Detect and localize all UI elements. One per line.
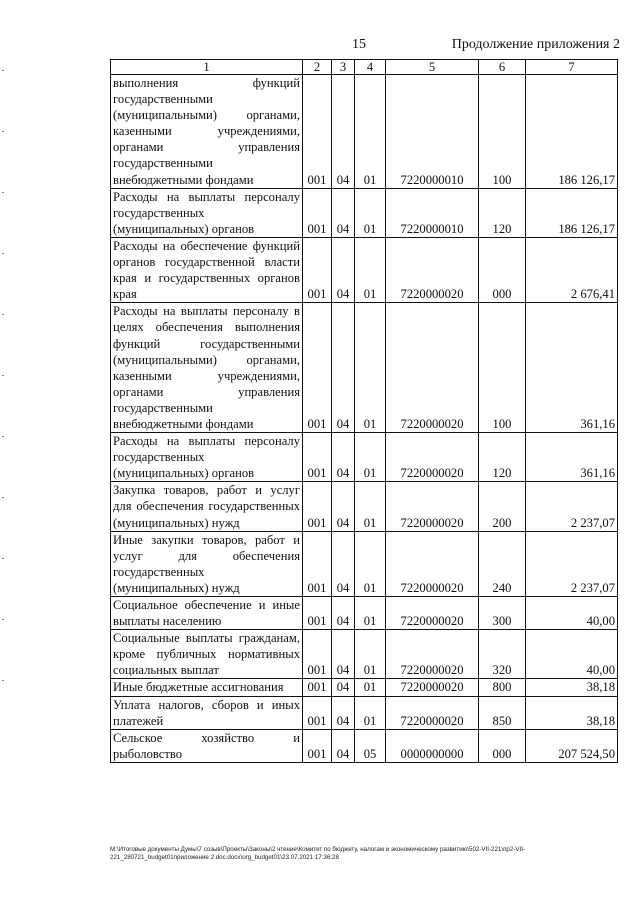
section-code: 04 xyxy=(332,630,355,679)
subsection-code: 01 xyxy=(355,630,386,679)
expense-name: Иные закупки товаров, работ и услуг для обеспечения государственных (муниципальных) нужд xyxy=(111,531,303,596)
target-article-code: 7220000020 xyxy=(386,237,479,302)
expense-type-code: 300 xyxy=(479,597,526,630)
expense-name: Социальные выплаты гражданам, кроме публичных нормативных социальных выплат xyxy=(111,630,303,679)
amount: 38,18 xyxy=(526,696,618,729)
section-code: 04 xyxy=(332,597,355,630)
target-article-code: 7220000010 xyxy=(386,188,479,237)
expense-type-code: 800 xyxy=(479,679,526,696)
amount: 361,16 xyxy=(526,433,618,482)
expense-name: Расходы на выплаты персоналу государственных (муниципальных) органов xyxy=(111,188,303,237)
ministry-code: 001 xyxy=(303,303,332,433)
table-row xyxy=(111,696,618,729)
amount: 2 237,07 xyxy=(526,482,618,531)
expense-type-code: 320 xyxy=(479,630,526,679)
target-article-code: 7220000020 xyxy=(386,303,479,433)
subsection-code: 01 xyxy=(355,597,386,630)
column-header: 2 xyxy=(303,60,332,75)
table-row xyxy=(111,679,618,696)
column-header: 3 xyxy=(332,60,355,75)
subsection-code: 01 xyxy=(355,75,386,189)
table-row xyxy=(111,433,618,482)
margin-marks xyxy=(2,70,5,790)
ministry-code: 001 xyxy=(303,597,332,630)
ministry-code: 001 xyxy=(303,237,332,302)
expense-type-code: 120 xyxy=(479,188,526,237)
subsection-code: 01 xyxy=(355,531,386,596)
amount: 2 237,07 xyxy=(526,531,618,596)
table-row xyxy=(111,531,618,596)
column-header: 6 xyxy=(479,60,526,75)
expense-name: Сельское хозяйство и рыболовство xyxy=(111,729,303,762)
ministry-code: 001 xyxy=(303,729,332,762)
expense-type-code: 000 xyxy=(479,237,526,302)
table-row xyxy=(111,630,618,679)
section-code: 04 xyxy=(332,188,355,237)
expense-name: Иные бюджетные ассигнования xyxy=(111,679,303,696)
budget-table xyxy=(110,59,618,763)
subsection-code: 01 xyxy=(355,303,386,433)
expense-name: Социальное обеспечение и иные выплаты населению xyxy=(111,597,303,630)
ministry-code: 001 xyxy=(303,696,332,729)
expense-name: Уплата налогов, сборов и иных платежей xyxy=(111,696,303,729)
section-code: 04 xyxy=(332,433,355,482)
target-article-code: 7220000020 xyxy=(386,630,479,679)
expense-type-code: 100 xyxy=(479,75,526,189)
expense-name: Расходы на обеспечение функций органов государственной власти края и государственных органов края xyxy=(111,237,303,302)
column-header: 4 xyxy=(355,60,386,75)
continuation-caption: Продолжение приложения 2 xyxy=(451,37,620,52)
column-header: 1 xyxy=(111,60,303,75)
subsection-code: 01 xyxy=(355,237,386,302)
section-code: 04 xyxy=(332,531,355,596)
table-row xyxy=(111,75,618,189)
ministry-code: 001 xyxy=(303,433,332,482)
target-article-code: 7220000020 xyxy=(386,433,479,482)
target-article-code: 7220000020 xyxy=(386,482,479,531)
target-article-code: 7220000020 xyxy=(386,696,479,729)
expense-type-code: 240 xyxy=(479,531,526,596)
section-code: 04 xyxy=(332,679,355,696)
subsection-code: 01 xyxy=(355,679,386,696)
expense-name: Расходы на выплаты персоналу в целях обеспечения выполнения функций государственными (муниципальными) органами, казенными учреждениями, органами управления государственными внебюджетными фондами xyxy=(111,303,303,433)
amount: 207 524,50 xyxy=(526,729,618,762)
table-row xyxy=(111,482,618,531)
target-article-code: 7220000020 xyxy=(386,679,479,696)
table-row xyxy=(111,303,618,433)
expense-type-code: 200 xyxy=(479,482,526,531)
ministry-code: 001 xyxy=(303,630,332,679)
subsection-code: 01 xyxy=(355,482,386,531)
amount: 40,00 xyxy=(526,630,618,679)
subsection-code: 01 xyxy=(355,433,386,482)
amount: 186 126,17 xyxy=(526,75,618,189)
expense-type-code: 100 xyxy=(479,303,526,433)
ministry-code: 001 xyxy=(303,679,332,696)
subsection-code: 01 xyxy=(355,188,386,237)
ministry-code: 001 xyxy=(303,188,332,237)
table-row xyxy=(111,237,618,302)
target-article-code: 7220000010 xyxy=(386,75,479,189)
expense-name: выполнения функций государственными (муниципальными) органами, казенными учреждениями, органами управления государственными внебюджетными фондами xyxy=(111,75,303,189)
ministry-code: 001 xyxy=(303,75,332,189)
target-article-code: 7220000020 xyxy=(386,531,479,596)
expense-name: Расходы на выплаты персоналу государственных (муниципальных) органов xyxy=(111,433,303,482)
expense-type-code: 120 xyxy=(479,433,526,482)
table-row xyxy=(111,597,618,630)
table-row xyxy=(111,729,618,762)
amount: 40,00 xyxy=(526,597,618,630)
section-code: 04 xyxy=(332,482,355,531)
subsection-code: 05 xyxy=(355,729,386,762)
amount: 186 126,17 xyxy=(526,188,618,237)
section-code: 04 xyxy=(332,75,355,189)
section-code: 04 xyxy=(332,303,355,433)
amount: 2 676,41 xyxy=(526,237,618,302)
expense-type-code: 850 xyxy=(479,696,526,729)
amount: 38,18 xyxy=(526,679,618,696)
file-path-footer: М:\Итоговые документы Думы\7 созыв\Проекты\Законы\2 чтение\Комитет по бюджету, налогам и экономическому развитию\502-VII-221\пр2-VII-221_280721_budget01приложение 2.doc.docx\org_budget01\23.07.2021 17:36:28 xyxy=(110,846,526,861)
ministry-code: 001 xyxy=(303,482,332,531)
column-header: 5 xyxy=(386,60,479,75)
table-row xyxy=(111,188,618,237)
ministry-code: 001 xyxy=(303,531,332,596)
section-code: 04 xyxy=(332,696,355,729)
section-code: 04 xyxy=(332,729,355,762)
subsection-code: 01 xyxy=(355,696,386,729)
target-article-code: 7220000020 xyxy=(386,597,479,630)
expense-name: Закупка товаров, работ и услуг для обеспечения государственных (муниципальных) нужд xyxy=(111,482,303,531)
expense-type-code: 000 xyxy=(479,729,526,762)
target-article-code: 0000000000 xyxy=(386,729,479,762)
page-number: 15 xyxy=(352,37,366,52)
amount: 361,16 xyxy=(526,303,618,433)
column-header: 7 xyxy=(526,60,618,75)
column-header-row xyxy=(111,60,618,75)
section-code: 04 xyxy=(332,237,355,302)
